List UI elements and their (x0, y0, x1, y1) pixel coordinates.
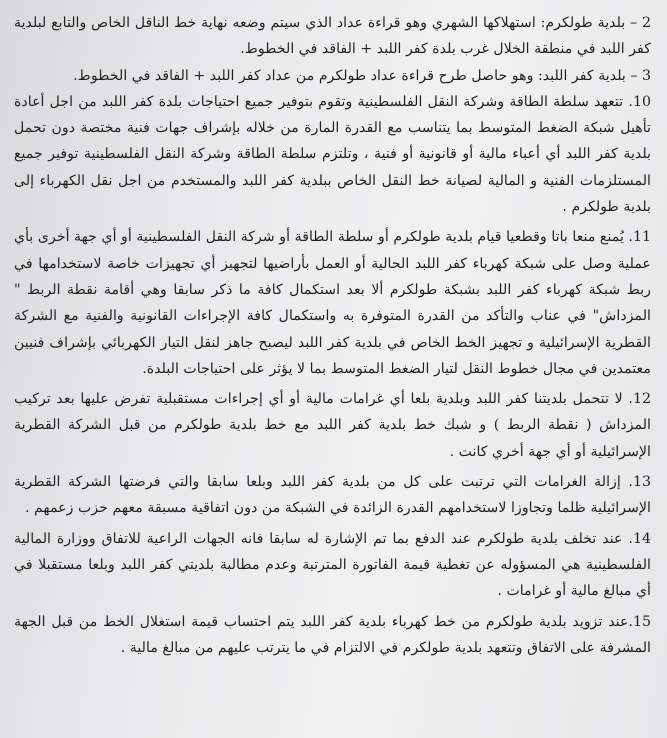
document-body (14, 10, 651, 661)
clause-13: 13. إزالة الغرامات التي ترتبت على كل من بلدية كفر اللبد وبلعا سابقا والتي فرضتها الشركة القطرية الإسرائيلية ظلما وتجاوزا لاستخدامهم القدرة الزائدة في الشبكة من دون اتفاقية مسبقة معهم حزب زعمهم . (14, 474, 651, 517)
clause-15: 15.عند تزويد بلدية طولكرم من خط كهرباء بلدية كفر اللبد يتم احتساب قيمة استغلال الخط من قبل الجهة المشرفة على الاتفاق وتتعهد بلدية طولكرم في الالتزام في ما يترتب عليهم من مبالغ مالية . (14, 613, 651, 656)
clause-10: 10. تتعهد سلطة الطاقة وشركة النقل الفلسطينية وتقوم بتوفير جميع احتياجات بلدة كفر اللبد من اجل أعادة تأهيل شبكة الضغط المتوسط بما يتناسب مع القدرة المارة من خلاله بإشراف جهات فنية مختصة دون تحمل بلدية كفر اللبد أي أعباء مالية أو قانونية أو فنية ، وتلتزم سلطة الطاقة وشركة النقل الفلسطينية توفير جميع المستلزمات الفنية و المالية لصيانة خط النقل الخاص ببلدية كفر اللبد والمستخدم من اجل نقل الكهرباء إلى بلدية طولكرم . (14, 93, 651, 216)
clause-3-kafr-allabad-consumption: 3 – بلدية كفر اللبد: وهو حاصل طرح قراءة عداد طولكرم من عداد كفر اللبد + الفاقد في الخطوط. (73, 67, 651, 84)
clause-12: 12. لا تتحمل بلديتنا كفر اللبد وبلدية بلعا أي غرامات مالية أو أي إجراءات مستقبلية تفرض عليها بعد تركيب المزداش ( نقطة الربط ) و شبك خط بلدية كفر اللبد مع خط بلدية طولكرم من قبل الشركة القطرية الإسرائيلية أو أي جهة أخري كانت . (14, 391, 651, 460)
clause-11: 11. يُمنع منعا باتا وقطعيا قيام بلدية طولكرم أو سلطة الطاقة أو شركة النقل الفلسطينية أو أي جهة أخرى بأي عملية وصل على شبكة كهرباء كفر اللبد الحالية أو العمل بأراضيها لتجهيز أي تجهيزات خاصة لاستخدامها في ربط شبكة كهرباء كفر اللبد بشبكة طولكرم ألا بعد استكمال كافة ما ذكر سابقا وهي أقامة نقطة الربط " المزداش" في عناب والتأكد من القدرة المتوفرة به واستكمال كافة الإجراءات القانونية والفنية مع الشركة القطرية الإسرائيلية و تجهيز الخط الخاص في بلدية كفر اللبد ليصبح جاهز لنقل التيار الكهربائي بإشراف فنيين معتمدين في مجال خطوط النقل لتيار الضغط المتوسط بما لا يؤثر على احتياجات البلدة. (14, 229, 651, 377)
clause-2-tulkarm-consumption: 2 – بلدية طولكرم: استهلاكها الشهري وهو قراءة عداد الذي سيتم وضعه نهاية خط الناقل الخاص والتابع لبلدية كفر اللبد في منطقة الخلال غرب بلدة كفر اللبد + الفاقد في الخطوط. (14, 15, 651, 58)
clause-14: 14. عند تخلف بلدية طولكرم عند الدفع بما تم الإشارة له سابقا فانه الجهات الراعية للاتفاق ووزارة المالية الفلسطينية هي المسؤوله عن تغطية قيمة الفاتورة المترتبة وعدم مطالبة بلديتي كفر اللبد وبلعا مستقبلا في أي مبالغ مالية أو غرامات . (14, 530, 651, 600)
